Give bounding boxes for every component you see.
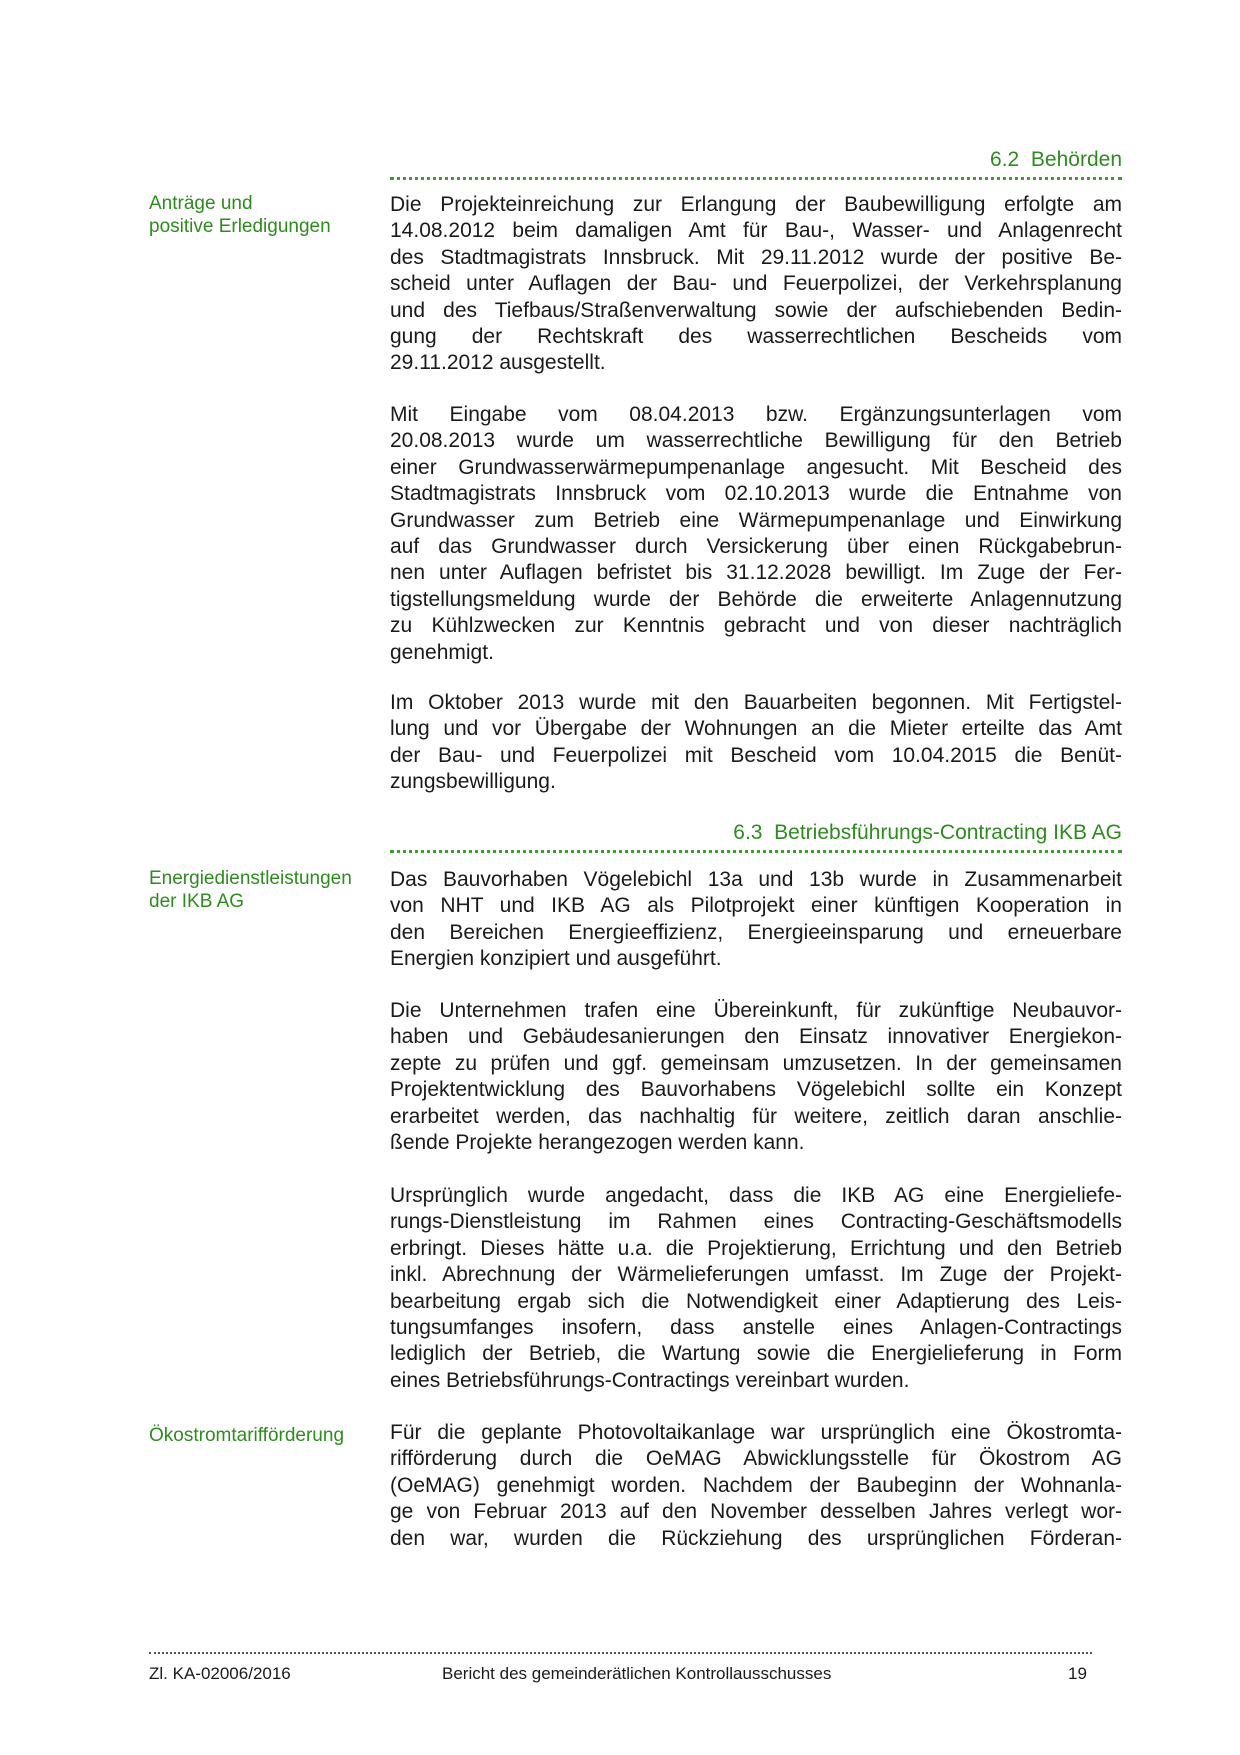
section-heading-6-2 [390,147,1122,173]
section-number: 6.3 [733,821,763,844]
text-line: auf das Grundwasser durch Versickerung über einen Rückgabebrun- [390,535,1122,559]
text-line: der Bau- und Feuerpolizei mit Bescheid vom 10.04.2015 die Benüt- [390,743,1122,767]
text-line: Mit Eingabe vom 08.04.2013 bzw. Ergänzungsunterlagen vom [390,403,1122,426]
section-title: Behörden [1030,148,1122,171]
text-line: des Stadtmagistrats Innsbruck. Mit 29.11.2012 wurde der positive Be- [390,245,1122,269]
text-line: Die Projekteinreichung zur Erlangung der Baubewilligung erfolgte am [390,193,1122,216]
footer-report-title: Bericht des gemeinderätlichen Kontrollausschusses [442,1664,832,1683]
text-line: (OeMAG) genehmigt worden. Nachdem der Baubeginn der Wohnanla- [390,1473,1122,1497]
text-line: bearbeitung ergab sich die Notwendigkeit einer Adaptierung des Leis- [390,1289,1122,1313]
text-line: rifförderung durch die OeMAG Abwicklungsstelle für Ökostrom AG [390,1447,1122,1471]
side-label-line: der IKB AG [149,891,245,912]
text-line: tungsumfanges insofern, dass anstelle eines Anlagen-Contractings [390,1316,1122,1340]
paragraph [390,192,1122,377]
text-line: Für die geplante Photovoltaikanlage war ursprünglich eine Ökostromta- [390,1421,1122,1444]
paragraph [390,690,1122,796]
text-line: Das Bauvorhaben Vögelebichl 13a und 13b wurde in Zusammenarbeit [390,868,1122,891]
text-line: zu Kühlzwecken zur Kenntnis gebracht und von dieser nachträglich [390,614,1122,638]
side-label-antraege [149,192,379,238]
section-title: Betriebsführungs-Contracting IKB AG [774,821,1122,844]
text-line: ßende Projekte herangezogen werden kann. [390,1131,805,1155]
text-line: Grundwasser zum Betrieb eine Wärmepumpenanlage und Einwirkung [390,508,1122,532]
text-line: Projektentwicklung des Bauvorhabens Vögelebichl sollte ein Konzept [390,1078,1122,1102]
text-line: zungsbewilligung. [390,770,556,794]
section-rule [390,850,1122,853]
text-line: rungs-Dienstleistung im Rahmen eines Contracting-Geschäftsmodells [390,1210,1122,1234]
paragraph [390,1183,1122,1394]
text-line: nen unter Auflagen befristet bis 31.12.2028 bewilligt. Im Zuge der Fer- [390,561,1122,585]
side-label-oekostrom [149,1424,379,1447]
paragraph [390,1420,1122,1552]
text-line: 29.11.2012 ausgestellt. [390,351,606,375]
footer-page-number: 19 [1068,1664,1087,1683]
paragraph [390,402,1122,666]
text-line: Ursprünglich wurde angedacht, dass die IKB AG eine Energieliefe- [390,1184,1122,1207]
side-label-energiedienstleistungen [149,867,379,913]
paragraph [390,867,1122,973]
section-number: 6.2 [990,148,1020,171]
side-label-line: Anträge und [149,193,253,214]
text-line: tigstellungsmeldung wurde der Behörde die erweiterte Anlagennutzung [390,587,1122,611]
paragraph [390,998,1122,1156]
text-line: Energien konzipiert und ausgeführt. [390,947,722,971]
text-line: von NHT und IKB AG als Pilotprojekt einer künftigen Kooperation in [390,894,1122,918]
text-line: genehmigt. [390,640,494,664]
text-line: einer Grundwasserwärmepumpenanlage angesucht. Mit Bescheid des [390,455,1122,479]
text-line: Stadtmagistrats Innsbruck vom 02.10.2013 wurde die Entnahme von [390,482,1122,506]
footer-document-number: Zl. KA-02006/2016 [149,1664,291,1683]
text-line: gung der Rechtskraft des wasserrechtlichen Bescheids vom [390,325,1122,349]
text-line: zepte zu prüfen und ggf. gemeinsam umzusetzen. In der gemeinsamen [390,1051,1122,1075]
text-line: 14.08.2012 beim damaligen Amt für Bau-, Wasser- und Anlagenrecht [390,219,1122,243]
section-rule [390,177,1122,180]
text-line: scheid unter Auflagen der Bau- und Feuerpolizei, der Verkehrsplanung [390,272,1122,296]
text-line: eines Betriebsführungs-Contractings vereinbart wurden. [390,1368,910,1392]
text-line: inkl. Abrechnung der Wärmelieferungen umfasst. Im Zuge der Projekt- [390,1263,1122,1287]
text-line: lung und vor Übergabe der Wohnungen an die Mieter erteilte das Amt [390,717,1122,741]
text-line: den war, wurden die Rückziehung des ursprünglichen Förderan- [390,1526,1122,1550]
text-line: Die Unternehmen trafen eine Übereinkunft, für zukünftige Neubauvor- [390,999,1122,1022]
text-line: haben und Gebäudesanierungen den Einsatz innovativer Energiekon- [390,1025,1122,1049]
text-line: ge von Februar 2013 auf den November desselben Jahres verlegt wor- [390,1500,1122,1524]
text-line: erarbeitet werden, das nachhaltig für weitere, zeitlich daran anschlie- [390,1104,1122,1128]
footer-rule [149,1652,1092,1654]
text-line: 20.08.2013 wurde um wasserrechtliche Bewilligung für den Betrieb [390,429,1122,453]
side-label-line: Energiedienstleistungen [149,868,352,889]
text-line: Im Oktober 2013 wurde mit den Bauarbeiten begonnen. Mit Fertigstel- [390,691,1122,714]
text-line: den Bereichen Energieeffizienz, Energieeinsparung und erneuerbare [390,920,1122,944]
text-line: erbringt. Dieses hätte u.a. die Projektierung, Errichtung und den Betrieb [390,1236,1122,1260]
text-line: und des Tiefbaus/Straßenverwaltung sowie der aufschiebenden Bedin- [390,298,1122,322]
text-line: lediglich der Betrieb, die Wartung sowie die Energielieferung in Form [390,1342,1122,1366]
side-label-line: Ökostromtarifförderung [149,1425,345,1446]
section-heading-6-3 [390,820,1122,846]
side-label-line: positive Erledigungen [149,216,331,237]
